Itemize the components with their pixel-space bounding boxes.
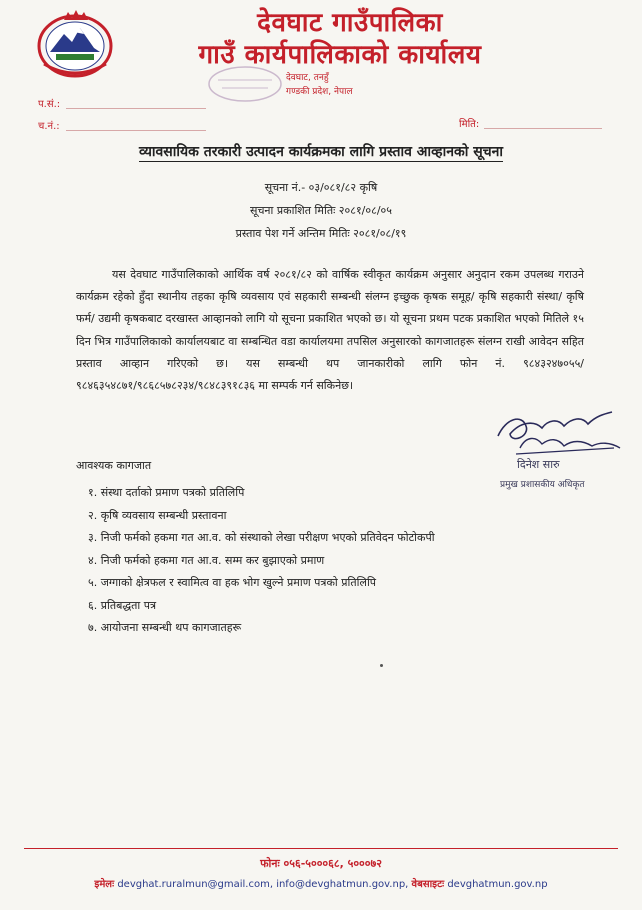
notice-title-text: व्यावसायिक तरकारी उत्पादन कार्यक्रमका लागि प्रस्ताव आव्हानको सूचना [138, 144, 503, 160]
signatory-designation: प्रमुख प्रशासकीय अधिकृत [500, 480, 585, 490]
notice-body: यस देवघाट गाउँपालिकाको आर्थिक वर्ष २०८१/८२ को वार्षिक स्वीकृत कार्यक्रम अनुसार अनुदान रकम उपलब्ध गराउने कार्यक्रम रहेको हुँदा स्थानीय तहका कृषि व्यवसाय एवं सहकारी सम्बन्धी संलग्न इच्छुक कृषक समूह/ कृषि सहकारी संस्था/ कृषि फर्म/ उद्यमी कृषकबाट दरखास्त आव्हानको लागि यो सूचना प्रकाशित भएको छ। यो सूचना प्रथम पटक प्रकाशित भएको मितिले १५ दिन भित्र गाउँपालिकाको कार्यालयबाट वा सम्बन्धित वडा कार्यालयमा तपसिल अनुसारको कागजातहरू संलग्न राखी आवेदन सहित प्रस्ताव आव्हान गरिएको छ। यस सम्बन्धी थप जानकारीको लागि फोन नं. ९८४३२४७०५५/ ९८४६३५४८७१/९८६८५७८२३४/९८४८३९१८३६ मा सम्पर्क गर्न सकिनेछ। [76, 268, 584, 393]
speck-mark [380, 664, 383, 667]
ref-line-cn [66, 130, 206, 131]
signatory-name: दिनेश सारु [517, 458, 560, 471]
footer-phone: फोनः ०५६-५०००६८, ५०००७२ [260, 857, 382, 870]
notice-number: सूचना नं.- ०३/०८१/८२ कृषि [264, 181, 378, 194]
list-item: ७. आयोजना सम्बन्धी थप कागजातहरू [88, 621, 242, 634]
ref-label-cn: च.नं.: [38, 121, 60, 132]
footer-divider [24, 848, 618, 849]
date-label: मिति: [459, 119, 480, 130]
address-line2: गण्डकी प्रदेश, नेपाल [286, 87, 353, 97]
list-item: २. कृषि व्यवसाय सम्बन्धी प्रस्तावना [88, 508, 227, 522]
website-label: वेबसाइटः [411, 879, 445, 890]
list-item: ५. जग्गाको क्षेत्रफल र स्वामित्व वा हक भोग खुल्ने प्रमाण पत्रको प्रतिलिपि [88, 576, 377, 589]
list-item: ४. निजी फर्मको हकमा गत आ.व. सम्म कर बुझाएको प्रमाण [88, 553, 325, 567]
list-item: ६. प्रतिबद्धता पत्र [88, 598, 157, 612]
nepal-emblem-icon [34, 8, 116, 80]
address-line1: देवघाट, तनहुँ [286, 73, 329, 83]
ref-label-ps: प.सं.: [38, 99, 61, 110]
required-docs-list [88, 482, 435, 640]
required-docs-heading: आवश्यक कागजात [76, 459, 152, 472]
list-item: ३. निजी फर्मको हकमा गत आ.व. को संस्थाको लेखा परीक्षण भएको प्रतिवेदन फोटोकपी [88, 531, 435, 544]
website-link[interactable]: devghatmun.gov.np [447, 879, 548, 890]
published-date: सूचना प्रकाशित मितिः २०८१/०८/०५ [250, 204, 392, 217]
notice-title [0, 142, 642, 161]
submission-deadline: प्रस्ताव पेश गर्ने अन्तिम मितिः २०८१/०८/१९ [235, 227, 407, 240]
email-link[interactable]: devghat.ruralmun@gmail.com, info@devghatmun.gov.np, [117, 879, 409, 890]
date-line [484, 128, 602, 129]
ref-line-ps [66, 108, 206, 109]
faint-stamp-icon [206, 64, 284, 104]
email-label: इमेलः [94, 879, 115, 890]
list-item: १. संस्था दर्ताको प्रमाण पत्रको प्रतिलिपि [88, 486, 245, 499]
footer-contact-line [0, 876, 642, 890]
org-name-line2: गाउँ कार्यपालिकाको कार्यालय [198, 40, 482, 70]
org-name-line1: देवघाट गाउँपालिका [257, 8, 443, 38]
